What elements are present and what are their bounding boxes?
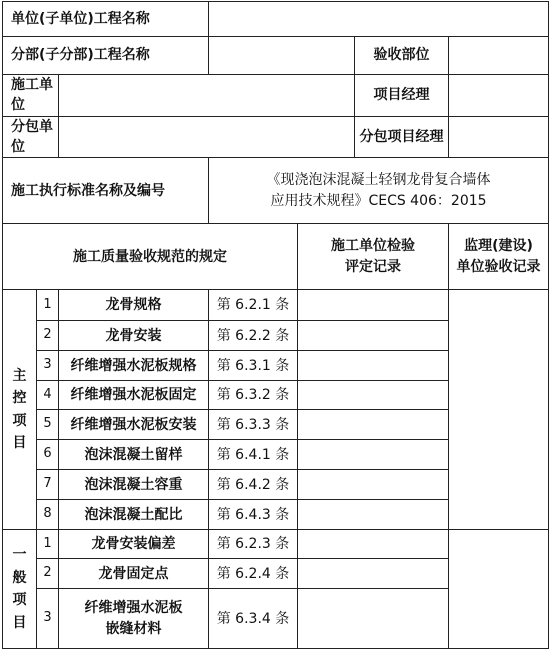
supervisor-record-line-1: 监理(建设) — [464, 238, 533, 255]
item-name: 纤维增强水泥板固定 — [59, 381, 209, 410]
general-items-group-label: 一 般 项 目 — [3, 530, 37, 649]
sub-project-manager-value[interactable] — [449, 116, 549, 158]
item-clause: 第 6.2.3 条 — [209, 530, 298, 559]
item-name: 龙骨固定点 — [59, 559, 209, 589]
project-manager-label: 项目经理 — [355, 75, 449, 117]
main-items-group-label: 主 控 项 目 — [3, 290, 37, 530]
item-number: 8 — [37, 500, 59, 530]
contractor-record-cell[interactable] — [298, 440, 449, 470]
contractor-record-cell[interactable] — [298, 559, 449, 589]
contractor-record-cell[interactable] — [298, 500, 449, 530]
item-number: 5 — [37, 410, 59, 440]
item-number: 3 — [37, 589, 59, 649]
construction-unit-value[interactable] — [59, 75, 355, 117]
contractor-record-cell[interactable] — [298, 410, 449, 440]
project-name-label: 单位(子单位)工程名称 — [3, 2, 209, 37]
supervisor-record-general-cell[interactable] — [449, 530, 549, 649]
item-clause: 第 6.2.4 条 — [209, 559, 298, 589]
item-name-line-1: 纤维增强水泥板 — [84, 600, 183, 617]
contractor-record-cell[interactable] — [298, 351, 449, 381]
acceptance-location-label: 验收部位 — [355, 37, 449, 75]
project-name-value[interactable] — [209, 2, 549, 37]
item-clause: 第 6.4.3 条 — [209, 500, 298, 530]
item-name: 泡沫混凝土容重 — [59, 470, 209, 500]
general-item-row — [3, 530, 549, 559]
construction-unit-label: 施工单位 — [3, 75, 59, 117]
standard-line-2: 应用技术规程》CECS 406：2015 — [270, 192, 487, 209]
header-row-subproject — [3, 37, 549, 75]
item-number: 7 — [37, 470, 59, 500]
item-clause: 第 6.3.4 条 — [209, 589, 298, 649]
item-name: 龙骨规格 — [59, 290, 209, 321]
sub-project-value[interactable] — [209, 37, 355, 75]
item-name: 泡沫混凝土留样 — [59, 440, 209, 470]
item-name: 纤维增强水泥板规格 — [59, 351, 209, 381]
sub-project-label: 分部(子分部)工程名称 — [3, 37, 209, 75]
project-manager-value[interactable] — [449, 75, 549, 117]
item-clause: 第 6.4.1 条 — [209, 440, 298, 470]
contractor-record-cell[interactable] — [298, 381, 449, 410]
item-number: 1 — [37, 530, 59, 559]
item-name: 泡沫混凝土配比 — [59, 500, 209, 530]
item-clause: 第 6.2.1 条 — [209, 290, 298, 321]
item-number: 2 — [37, 559, 59, 589]
contractor-record-cell[interactable] — [298, 290, 449, 321]
item-name-line-2: 嵌缝材料 — [105, 620, 162, 637]
header-row-project — [3, 2, 549, 37]
contractor-record-cell[interactable] — [298, 530, 449, 559]
subcontractor-value[interactable] — [59, 116, 355, 158]
contractor-record-header — [298, 224, 449, 290]
contractor-record-cell[interactable] — [298, 470, 449, 500]
contractor-record-cell[interactable] — [298, 589, 449, 649]
standard-line-1: 《现浇泡沫混凝土轻钢龙骨复合墙体 — [266, 172, 491, 189]
spec-header: 施工质量验收规范的规定 — [3, 224, 298, 290]
item-clause: 第 6.3.3 条 — [209, 410, 298, 440]
item-name: 纤维增强水泥板安装 — [59, 410, 209, 440]
supervisor-record-header — [449, 224, 549, 290]
item-name: 龙骨安装偏差 — [59, 530, 209, 559]
supervisor-record-line-2: 单位验收记录 — [456, 258, 541, 275]
sub-project-manager-label: 分包项目经理 — [355, 116, 449, 158]
item-clause: 第 6.3.2 条 — [209, 381, 298, 410]
item-number: 1 — [37, 290, 59, 321]
acceptance-location-value[interactable] — [449, 37, 549, 75]
subcontractor-label: 分包单位 — [3, 116, 59, 158]
item-name — [59, 589, 209, 649]
main-item-row — [3, 290, 549, 321]
header-row-standard — [3, 158, 549, 224]
item-clause: 第 6.2.2 条 — [209, 321, 298, 351]
standard-label: 施工执行标准名称及编号 — [3, 158, 209, 224]
contractor-record-line-1: 施工单位检验 — [331, 238, 415, 255]
supervisor-record-main-cell[interactable] — [449, 290, 549, 530]
contractor-record-cell[interactable] — [298, 321, 449, 351]
standard-value — [209, 158, 549, 224]
header-row-contractor — [3, 75, 549, 117]
item-number: 6 — [37, 440, 59, 470]
item-name: 龙骨安装 — [59, 321, 209, 351]
item-clause: 第 6.4.2 条 — [209, 470, 298, 500]
item-number: 3 — [37, 351, 59, 381]
acceptance-record-table — [2, 1, 549, 649]
column-header-row — [3, 224, 549, 290]
item-number: 4 — [37, 381, 59, 410]
item-number: 2 — [37, 321, 59, 351]
contractor-record-line-2: 评定记录 — [345, 258, 401, 275]
item-clause: 第 6.3.1 条 — [209, 351, 298, 381]
header-row-subcontractor — [3, 116, 549, 158]
